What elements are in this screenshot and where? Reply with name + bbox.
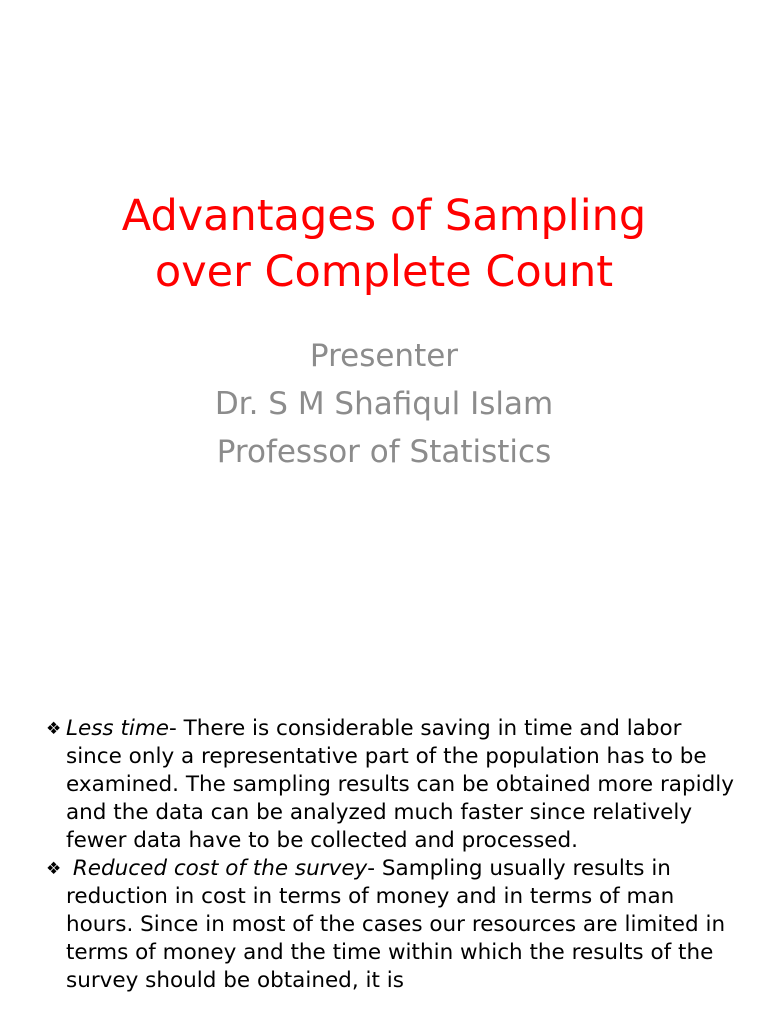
presenter-label: Presenter — [309, 338, 459, 374]
presenter-position: Professor of Statistics — [216, 434, 552, 470]
slide-title-line-1: Advantages of Sampling — [121, 191, 647, 241]
bullet-text: - There is considerable saving in time and labor since only a representative part of the population has to be examined. The sampling results can be obtained more rapidly and the data can be analyzed much faster since relatively fewer data have to be collected and processed. — [66, 716, 734, 853]
slide-subtitle — [0, 332, 768, 476]
bullet-term: Reduced cost of the survey — [72, 856, 368, 881]
bullet-text: - Sampling usually results in reduction in cost in terms of money and in terms of man hours. Since in most of the cases our resources are limited in terms of money and the time within which the results of the survey should be obtained, it is — [66, 856, 726, 993]
bullet-list — [46, 715, 736, 995]
bullet-reduced-cost — [46, 855, 736, 995]
content-slide — [0, 576, 768, 1024]
bullet-term: Less time — [66, 716, 170, 741]
presenter-name: Dr. S M Shafiqul Islam — [214, 386, 554, 422]
slide-title-line-2: over Complete Count — [154, 247, 614, 297]
diamond-bullet-icon: ❖ — [46, 859, 62, 879]
slide-title — [0, 188, 768, 300]
bullet-less-time — [46, 715, 736, 855]
diamond-bullet-icon: ❖ — [46, 719, 62, 739]
